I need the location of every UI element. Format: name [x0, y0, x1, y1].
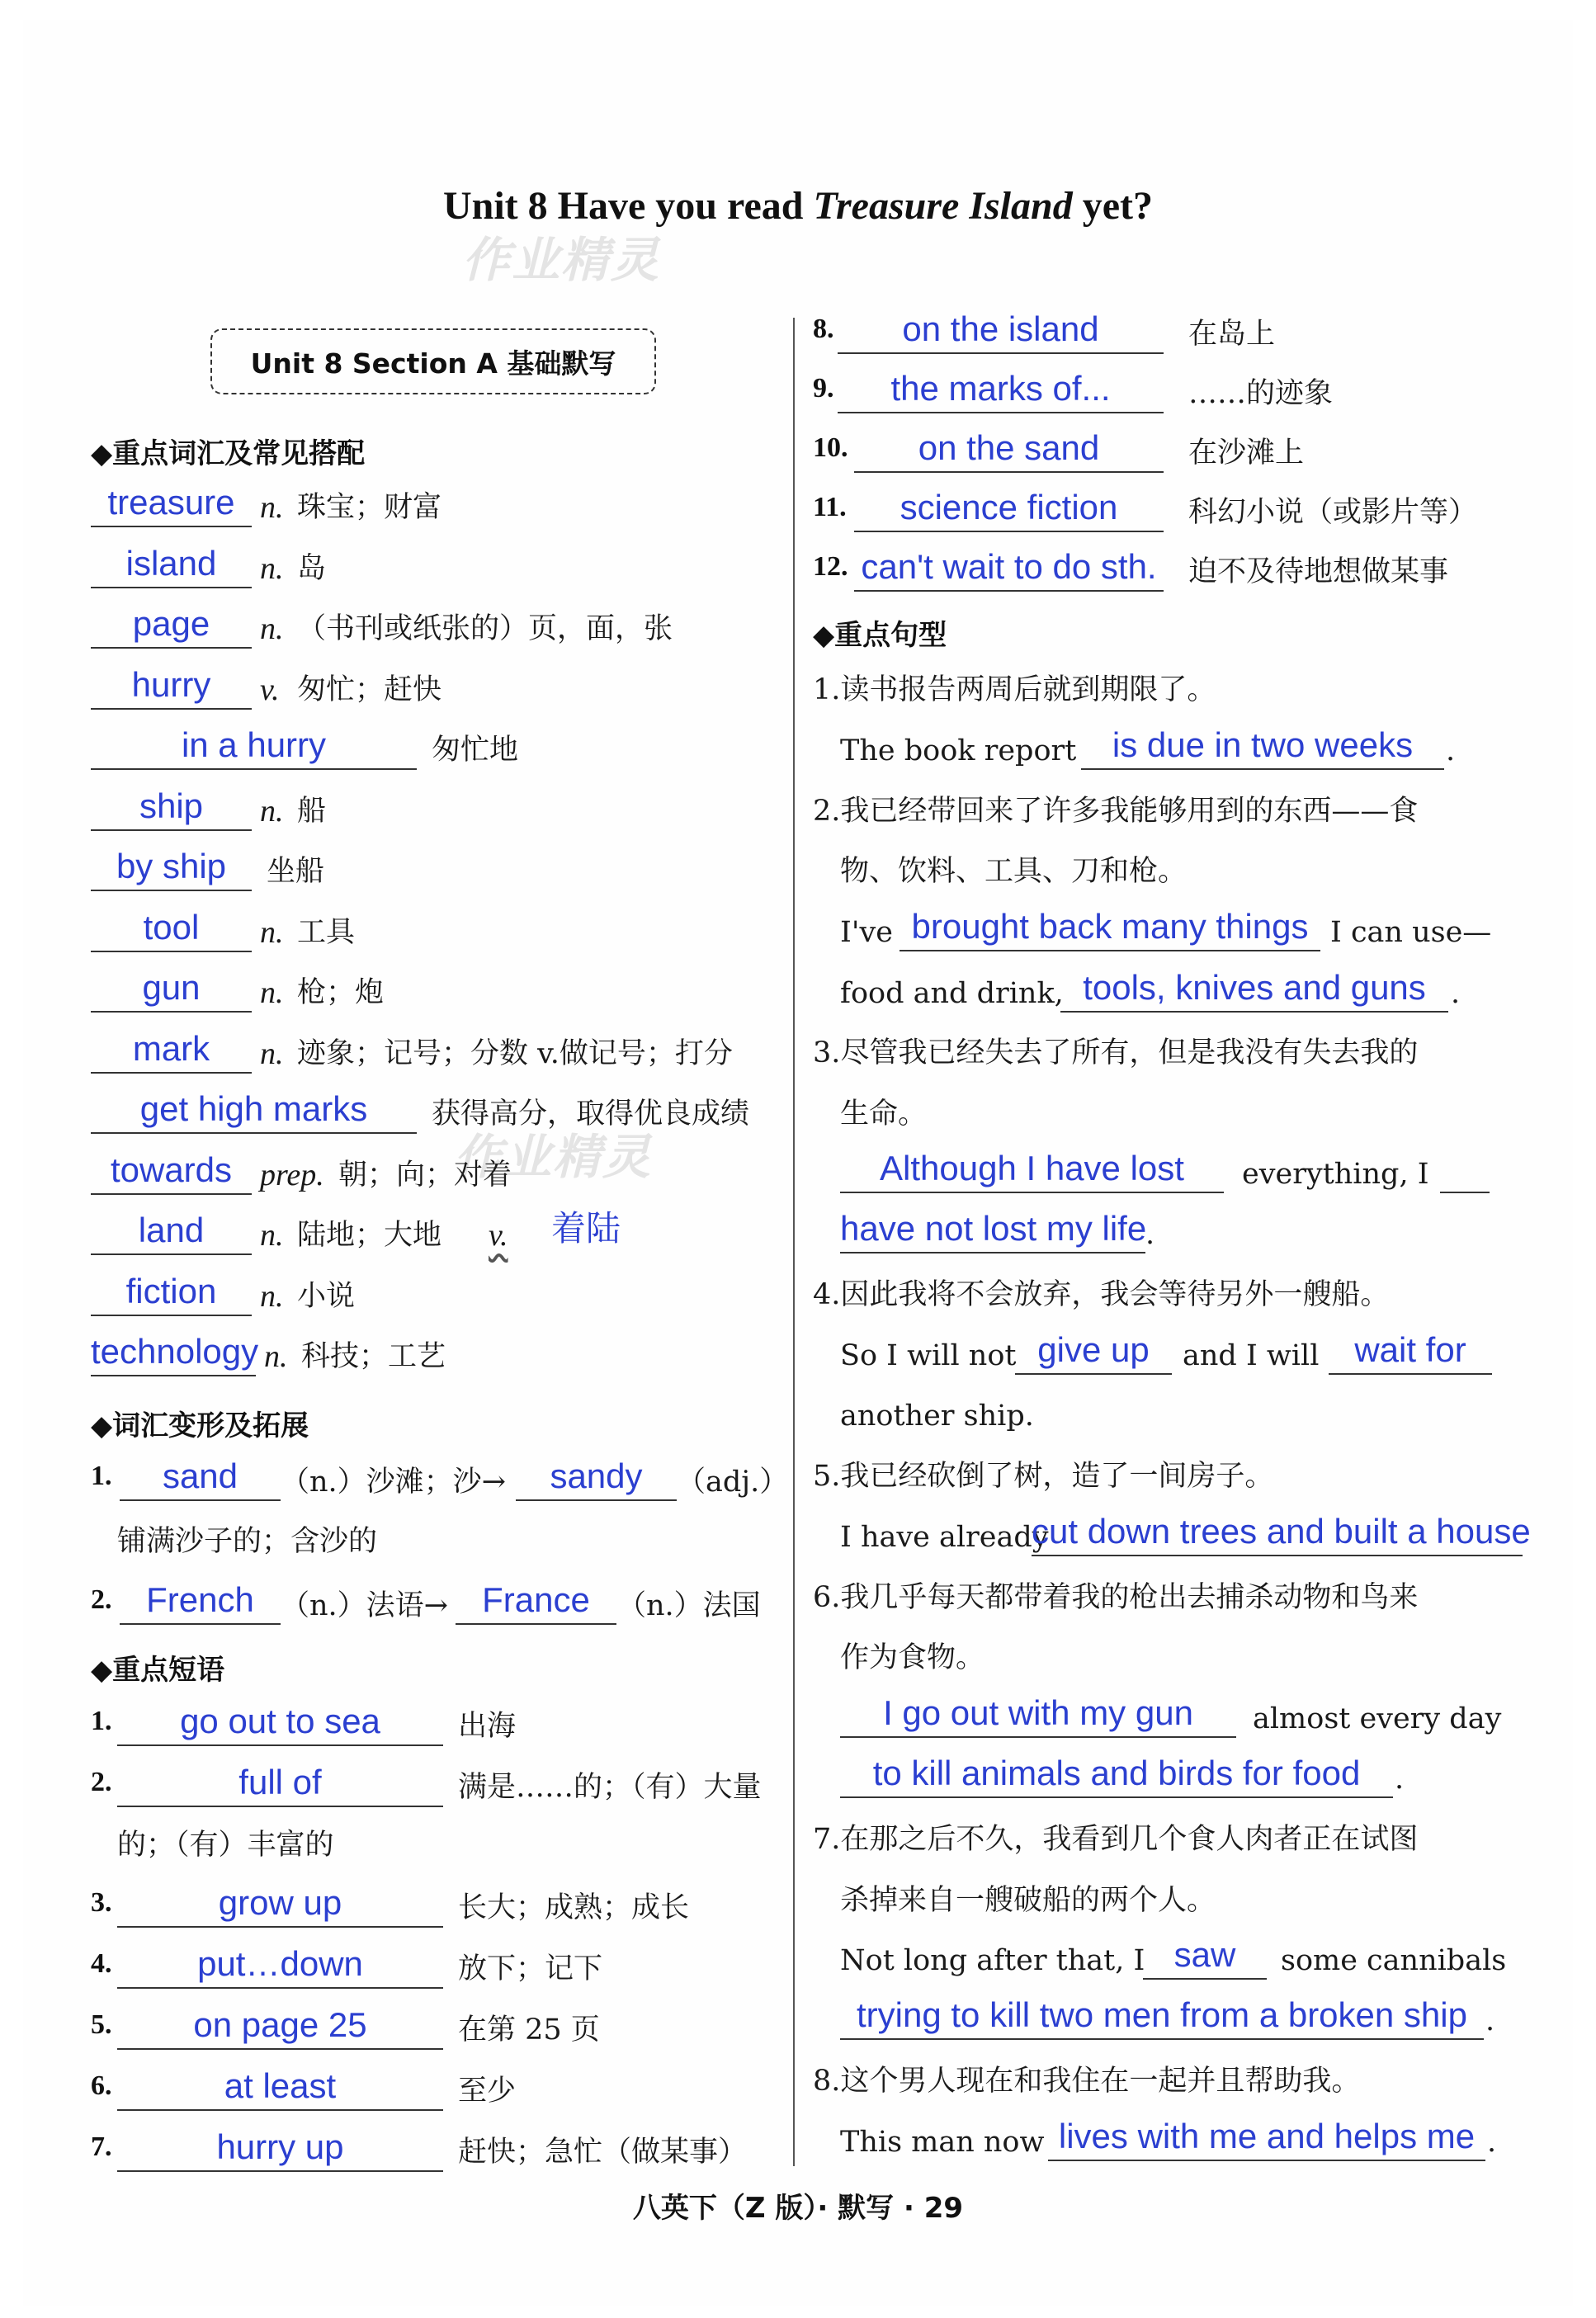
answer: island — [91, 542, 252, 588]
part-of-speech: n. — [260, 1218, 284, 1253]
meaning: 珠宝；财富 — [297, 491, 442, 524]
sentence-cn: 物、饮料、工具、刀和枪。 — [840, 855, 1188, 888]
phrase-num: 4. — [91, 1948, 112, 1979]
answer: have not lost my life — [840, 1207, 1145, 1253]
answer: on page 25 — [117, 2004, 443, 2050]
answer: lives with me and helps me — [1048, 2115, 1485, 2161]
answer: go out to sea — [117, 1700, 443, 1746]
answer: wait for — [1329, 1329, 1492, 1375]
sentence-text: some cannibals — [1281, 1944, 1507, 1977]
answer: 着陆 — [550, 1209, 621, 1248]
meaning: 获得高分，取得优良成绩 — [432, 1098, 750, 1131]
answer: brought back many things — [900, 905, 1320, 951]
sentence-text: food and drink, — [840, 977, 1064, 1010]
sentence-cn: 3.尽管我已经失去了所有，但是我没有失去我的 — [813, 1036, 1419, 1069]
sentence-text: I've — [840, 916, 893, 949]
sentence-cn: 5.我已经砍倒了树，造了一间房子。 — [813, 1460, 1274, 1493]
answer: in a hurry — [91, 724, 417, 770]
meaning: 在沙滩上 — [1188, 437, 1305, 470]
page-title — [0, 183, 1596, 229]
blank-line — [1440, 1147, 1490, 1193]
section-box: Unit 8 Section A 基础默写 — [210, 328, 656, 394]
morph-text: （adj.） — [677, 1466, 789, 1499]
sentence-text: . — [1485, 2004, 1495, 2037]
watermark: 作业精灵 — [462, 232, 661, 288]
meaning: 朝；向；对着 — [338, 1159, 512, 1192]
phrase-num: 9. — [813, 373, 834, 404]
answer: fiction — [91, 1270, 252, 1316]
morph-text: （n.）法语→ — [281, 1589, 448, 1622]
sentence-cn: 8.这个男人现在和我住在一起并且帮助我。 — [813, 2065, 1361, 2098]
phrase-num: 10. — [813, 432, 848, 463]
watermark: 作业精灵 — [454, 1129, 653, 1185]
meaning: 岛 — [297, 552, 327, 585]
phrase-num: 3. — [91, 1887, 112, 1918]
title-prefix: Unit 8 Have you read — [442, 184, 814, 228]
sentence-cn: 作为食物。 — [840, 1641, 985, 1674]
part-of-speech: n. — [260, 490, 284, 525]
meaning: 船 — [297, 795, 327, 828]
answer: science fiction — [854, 486, 1164, 532]
phrase-num: 12. — [813, 551, 848, 582]
answer: page — [91, 602, 252, 649]
answer: on the sand — [854, 427, 1164, 473]
part-of-speech: n. — [264, 1339, 288, 1374]
sentence-text: Not long after that, I — [840, 1944, 1145, 1977]
sentence-cn: 4.因此我将不会放弃，我会等待另外一艘船。 — [813, 1278, 1390, 1311]
part-of-speech: n. — [260, 1279, 284, 1314]
sentence-text: . — [1446, 734, 1456, 767]
sentence-text: . — [1451, 977, 1461, 1010]
sentence-text: almost every day — [1253, 1702, 1502, 1735]
column-divider — [793, 318, 795, 2166]
morph-num: 1. — [91, 1461, 112, 1491]
answer: I go out with my gun — [840, 1692, 1236, 1738]
answer: hurry up — [117, 2126, 443, 2172]
sentence-text: The book report — [840, 734, 1077, 767]
meaning: 至少 — [458, 2075, 517, 2108]
part-of-speech: n. — [260, 975, 284, 1010]
meaning: 在第 25 页 — [458, 2013, 600, 2047]
meaning: ……的迹象 — [1188, 377, 1334, 410]
meaning: 科幻小说（或影片等） — [1188, 496, 1478, 529]
morph-text: （n.）沙滩；沙→ — [281, 1466, 506, 1499]
phrase-num: 7. — [91, 2132, 112, 2162]
meaning: 匆忙地 — [432, 734, 519, 767]
sentence-text: I can use— — [1330, 916, 1492, 949]
meaning: 科技；工艺 — [301, 1340, 446, 1373]
morph-text: 铺满沙子的；含沙的 — [117, 1525, 378, 1558]
sentence-text: . — [1395, 1763, 1405, 1796]
answer: on the island — [838, 308, 1164, 354]
meaning: （书刊或纸张的）页，面，张 — [297, 612, 673, 645]
page-footer: 八英下（Z 版）· 默写 · 29 — [632, 2192, 964, 2225]
answer: tool — [91, 906, 252, 952]
answer: trying to kill two men from a broken ship — [840, 1994, 1484, 2040]
answer: grow up — [117, 1881, 443, 1928]
answer: gun — [91, 966, 252, 1013]
answer: hurry — [91, 663, 252, 710]
meaning: 坐船 — [267, 855, 325, 888]
sentence-cn: 6.我几乎每天都带着我的枪出去捕杀动物和鸟来 — [813, 1581, 1419, 1614]
phrase-heading: ◆重点短语 — [91, 1654, 225, 1687]
meaning: 迹象；记号；分数 v.做记号；打分 — [297, 1037, 733, 1070]
sentence-text: This man now — [840, 2126, 1045, 2159]
sentence-text: . — [1487, 2126, 1497, 2159]
answer: to kill animals and birds for food — [840, 1752, 1393, 1798]
answer: tools, knives and guns — [1060, 966, 1448, 1013]
phrase-num: 8. — [813, 314, 834, 344]
answer: treasure — [91, 481, 252, 527]
answer: France — [456, 1579, 616, 1625]
meaning: 长大；成熟；成长 — [458, 1891, 690, 1924]
sentence-cn: 2.我已经带回来了许多我能够用到的东西——食 — [813, 795, 1419, 828]
vocab-heading: ◆重点词汇及常见搭配 — [91, 437, 366, 470]
answer: land — [91, 1209, 252, 1255]
meaning: 工具 — [297, 916, 356, 949]
answer: French — [120, 1579, 281, 1625]
answer: towards — [91, 1149, 252, 1195]
phrase-num: 1. — [91, 1706, 112, 1736]
title-suffix: yet? — [1072, 184, 1154, 228]
answer: put…down — [117, 1943, 443, 1989]
meaning: 小说 — [297, 1280, 356, 1313]
answer: saw — [1143, 1933, 1267, 1980]
answer: is due in two weeks — [1081, 724, 1444, 770]
answer: ship — [91, 785, 252, 831]
meaning: 赶快；急忙（做某事） — [458, 2136, 748, 2169]
meaning: 匆忙；赶快 — [297, 673, 442, 706]
answer: technology — [91, 1330, 256, 1376]
meaning: 出海 — [458, 1710, 517, 1743]
sentence-cn: 7.在那之后不久，我看到几个食人肉者正在试图 — [813, 1823, 1419, 1856]
sentence-cn: 生命。 — [840, 1098, 928, 1131]
phrase-num: 11. — [813, 492, 847, 522]
answer: sand — [120, 1455, 281, 1501]
meaning: 迫不及待地想做某事 — [1188, 555, 1449, 588]
meaning: 陆地；大地 — [297, 1219, 442, 1252]
title-book: Treasure Island — [813, 184, 1073, 228]
morph-heading: ◆词汇变形及拓展 — [91, 1409, 309, 1442]
phrase-text: 的；（有）丰富的 — [117, 1829, 334, 1862]
answer: the marks of... — [838, 367, 1164, 413]
phrase-num: 2. — [91, 1767, 112, 1797]
answer: can't wait to do sth. — [854, 545, 1164, 592]
sentence-heading: ◆重点句型 — [813, 619, 947, 652]
meaning: 枪；炮 — [297, 976, 385, 1009]
sentence-text: . — [1145, 1218, 1155, 1251]
answer: by ship — [91, 845, 252, 891]
sentence-cn: 杀掉来自一艘破船的两个人。 — [840, 1884, 1216, 1917]
part-of-speech: n. — [260, 1036, 284, 1071]
part-of-speech: v. — [260, 673, 280, 707]
part-of-speech: n. — [260, 915, 284, 950]
answer: mark — [91, 1027, 252, 1074]
phrase-num: 6. — [91, 2070, 112, 2101]
answer: sandy — [516, 1455, 677, 1501]
part-of-speech: prep. — [260, 1158, 324, 1192]
answer: cut down trees and built a house — [1032, 1510, 1523, 1556]
part-of-speech: n. — [260, 611, 284, 646]
sentence-text: I have already — [840, 1521, 1049, 1554]
meaning: 放下；记下 — [458, 1952, 603, 1985]
answer: full of — [117, 1761, 443, 1807]
answer: at least — [117, 2065, 443, 2111]
sentence-text: another ship. — [840, 1400, 1034, 1433]
part-of-speech: n. — [260, 551, 284, 586]
meaning: 在岛上 — [1188, 318, 1276, 351]
phrase-num: 5. — [91, 2009, 112, 2040]
morph-num: 2. — [91, 1584, 112, 1615]
morph-text: （n.）法国 — [617, 1589, 761, 1622]
sentence-text: everything, I — [1242, 1158, 1429, 1191]
answer: Although I have lost — [840, 1147, 1224, 1193]
answer: get high marks — [91, 1088, 417, 1134]
sentence-text: So I will not — [840, 1339, 1017, 1372]
sentence-cn: 1.读书报告两周后就到期限了。 — [813, 673, 1216, 706]
part-of-speech: n. — [260, 794, 284, 829]
meaning: 满是……的；（有）大量 — [458, 1771, 762, 1804]
sentence-text: and I will — [1183, 1339, 1320, 1372]
part-of-speech: v. — [489, 1218, 508, 1253]
answer: give up — [1015, 1329, 1172, 1375]
